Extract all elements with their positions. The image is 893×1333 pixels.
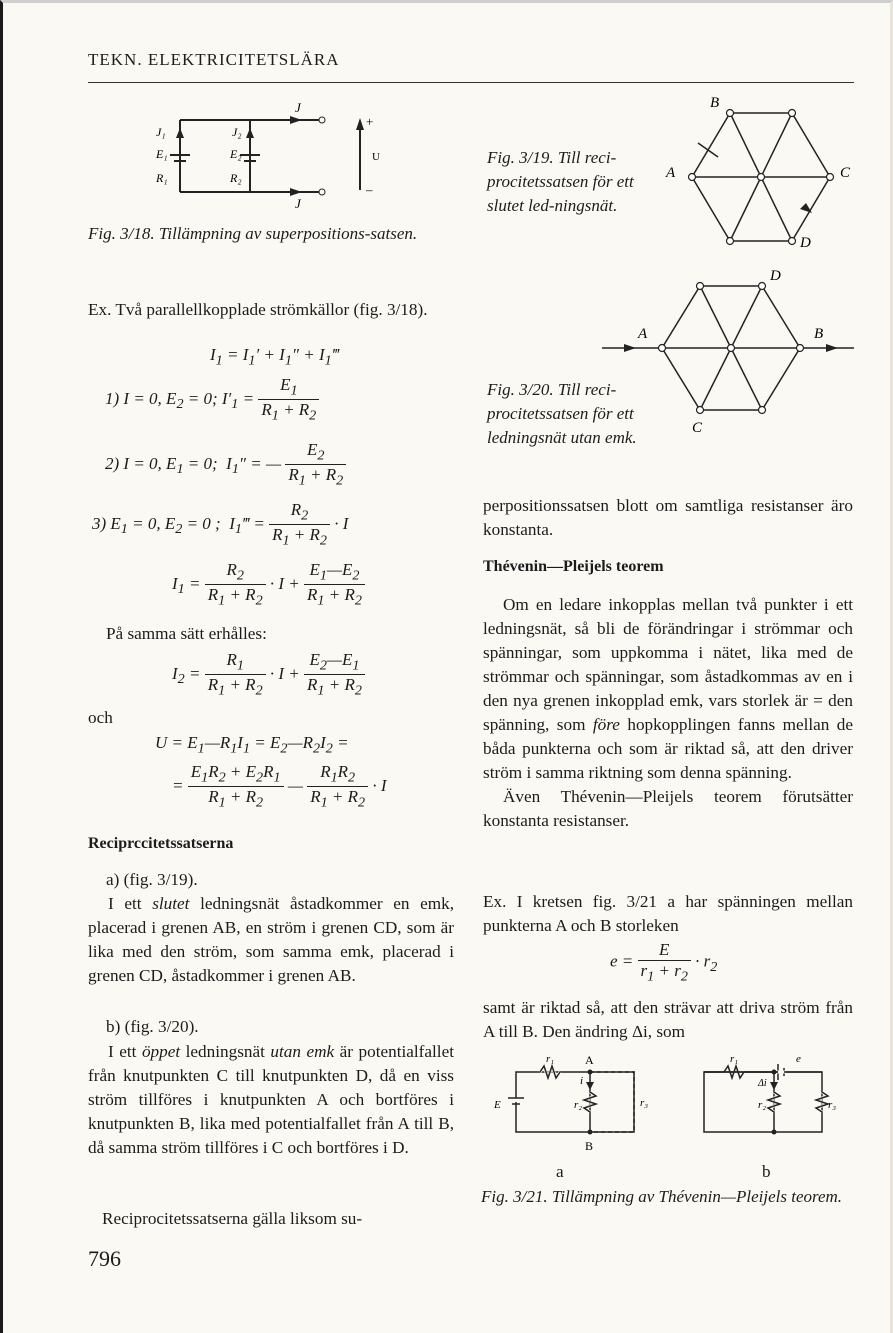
svg-text:R₁: R₁ xyxy=(156,171,168,185)
thevenin-heading: Thévenin—Pleijels teorem xyxy=(483,558,664,575)
fig-3-21-sub-b: b xyxy=(762,1162,771,1181)
fig-3-20-label-d: D xyxy=(770,268,781,284)
svg-text:R₂: R₂ xyxy=(230,171,242,185)
svg-text:Δi: Δi xyxy=(758,1078,767,1089)
equation-u: $U = E_1—R_1I_1$ = $E_2—R_2I_2$ = xyxy=(155,733,349,757)
same-way-text: På samma sätt erhålles: xyxy=(106,624,267,643)
recip-last-line: Reciprocitetssatserna gälla liksom su- xyxy=(102,1209,363,1228)
svg-text:r₃: r₃ xyxy=(828,1099,837,1111)
svg-text:E₁: E₁ xyxy=(156,147,168,161)
thevenin-paragraph xyxy=(483,593,853,833)
fig-3-18-circuit xyxy=(150,100,400,210)
fig-3-21-circuits xyxy=(490,1052,860,1152)
recip-b-paragraph xyxy=(88,1040,454,1160)
recip-a-paragraph xyxy=(88,892,454,988)
header-rule xyxy=(88,82,854,83)
svg-text:A: A xyxy=(585,1053,594,1067)
thevenin-text-2: hopkopplingen fanns mellan de båda punkterna och som är riktad så, att den driver ström i samma riktning som denna spänning. xyxy=(483,715,853,782)
recip-a-text-2: ledningsnät åstadkommer en emk, placerad i grenen AB, en ström i grenen CD, som är lika med den ström, som samma emk, placerad i grenen CD, åstadkommer i grenen AB. xyxy=(88,894,454,985)
example-2-text: Ex. I kretsen fig. 3/21 a har spänningen mellan punkterna A och B storleken xyxy=(483,892,853,935)
recip-b-label: b) (fig. 3/20). xyxy=(106,1017,199,1036)
recip-a-label: a) (fig. 3/19). xyxy=(106,870,198,889)
equation-u2: = $\frac{E_1R_2 + E_2R_1}{R_1 + R_2}$ — $\frac{R_1R_2}{R_1 + R_2}$ · I xyxy=(172,762,387,811)
recip-b-text-italic-1: öppet xyxy=(141,1042,181,1061)
och-text: och xyxy=(88,708,113,727)
fig-3-20-label-a: A xyxy=(638,326,648,342)
fig-3-21-caption: Fig. 3/21. Tillämpning av Thévenin—Pleijels teorem. xyxy=(481,1187,843,1206)
fig-3-19-caption: Fig. 3/19. Till reci-procitetssatsen för ett slutet led-ningsnät. xyxy=(487,148,634,215)
svg-text:r₃: r₃ xyxy=(640,1097,649,1109)
recip-a-text-1: I ett xyxy=(108,894,153,913)
svg-text:i: i xyxy=(580,1075,584,1087)
fig-3-19-label-c: C xyxy=(840,165,851,181)
svg-text:r₂: r₂ xyxy=(574,1099,583,1111)
equation-1: 1) I = 0, $E_2 = 0$; $I'_1$ = $\frac{E_1}{R_1 + R_2}$ xyxy=(105,375,319,425)
example-intro: Ex. Två parallellkopplade strömkällor (fig. 3/18). xyxy=(88,300,428,319)
svg-text:r₁: r₁ xyxy=(730,1053,739,1065)
svg-text:J₂: J₂ xyxy=(232,125,242,139)
equation-sum: $I_1 = I_1' + I_1''$ + $I_1‴$ xyxy=(210,345,339,369)
svg-text:J: J xyxy=(295,196,301,210)
svg-text:r₁: r₁ xyxy=(546,1053,555,1065)
example-2-text-2: samt är riktad så, att den strävar att driva ström från A till B. Den ändring Δi, som xyxy=(483,998,853,1041)
fig-3-20-label-c: C xyxy=(692,420,703,432)
fig-3-19-label-b: B xyxy=(710,95,720,111)
perposition-text: perpositionssatsen blott om samtliga resistanser äro konstanta. xyxy=(483,496,853,539)
equation-2: 2) I = 0, $E_1 = 0$; $I_1''$ = — $\frac{E_2}{R_1 + R_2}$ xyxy=(105,440,346,490)
fig-3-21-sub-a: a xyxy=(556,1162,564,1181)
recip-a-text-italic: slutet xyxy=(152,894,190,913)
svg-text:J: J xyxy=(295,100,301,115)
svg-text:E: E xyxy=(494,1099,501,1111)
fig-3-18-caption: Fig. 3/18. Tillämpning av superpositions-satsen. xyxy=(88,224,418,243)
recip-heading: Reciprccitetssatserna xyxy=(88,835,234,852)
fig-3-19-label-a: A xyxy=(666,165,676,181)
fig-3-19-label-d: D xyxy=(800,235,811,251)
thevenin-text-italic: före xyxy=(592,715,620,734)
fig-3-19-network xyxy=(660,95,860,260)
equation-e: e = $\frac{E}{r_1 + r_2}$ · $r_2$ xyxy=(610,940,718,985)
fig-3-20-caption: Fig. 3/20. Till reci-procitetssatsen för ett ledningsnät utan emk. xyxy=(487,380,637,447)
recip-b-text-italic-2: utan emk xyxy=(270,1042,335,1061)
fig-3-20-label-b: B xyxy=(814,326,824,342)
thevenin-text-1: Om en ledare inkopplas mellan två punkter i ett ledningsnät, så bli de förändringar i strömmar och spänningar, som uppkomma i nätet, lika med de strömmar och spänningar, som åstadkommas av en i den nya grenen inkopplad emk, vars storlek är = den spänning, som xyxy=(483,595,853,734)
svg-text:J₁: J₁ xyxy=(156,125,166,139)
equation-3: 3) $E_1 = 0$, $E_2 = 0$ ; $I_1‴$ = $\frac{R_2}{R_1 + R_2}$ · I xyxy=(92,500,349,549)
svg-text:B: B xyxy=(585,1139,594,1152)
svg-text:r₂: r₂ xyxy=(758,1099,767,1111)
svg-text:+: + xyxy=(366,114,374,129)
equation-i2: $I_2$ = $\frac{R_1}{R_1 + R_2}$ · I + $\frac{E_2—E_1}{R_1 + R_2}$ xyxy=(172,650,365,700)
recip-b-text-1: I ett xyxy=(108,1042,142,1061)
svg-text:e: e xyxy=(796,1053,801,1065)
svg-text:–: – xyxy=(366,182,373,197)
recip-b-text-2: ledningsnät xyxy=(180,1042,271,1061)
running-header: TEKN. ELEKTRICITETSLÄRA xyxy=(88,50,340,69)
equation-i1: $I_1$ = $\frac{R_2}{R_1 + R_2}$ · I + $\frac{E_1—E_2}{R_1 + R_2}$ xyxy=(172,560,365,610)
svg-text:U: U xyxy=(372,151,380,163)
recip-b-text-3: är potentialfallet från knutpunkten C till knutpunkten D, då en viss ström tillföres i knutpunkten A och bortföres i knutpunkten B, lika med potentialfallet från A till B, då samma ström tillföres i C och bortföres i D. xyxy=(88,1042,454,1157)
thevenin-paragraph-2: Även Thévenin—Pleijels teorem förutsätter konstanta resistanser. xyxy=(483,787,853,830)
page-number: 796 xyxy=(88,1246,121,1271)
svg-text:E₂: E₂ xyxy=(230,147,242,161)
